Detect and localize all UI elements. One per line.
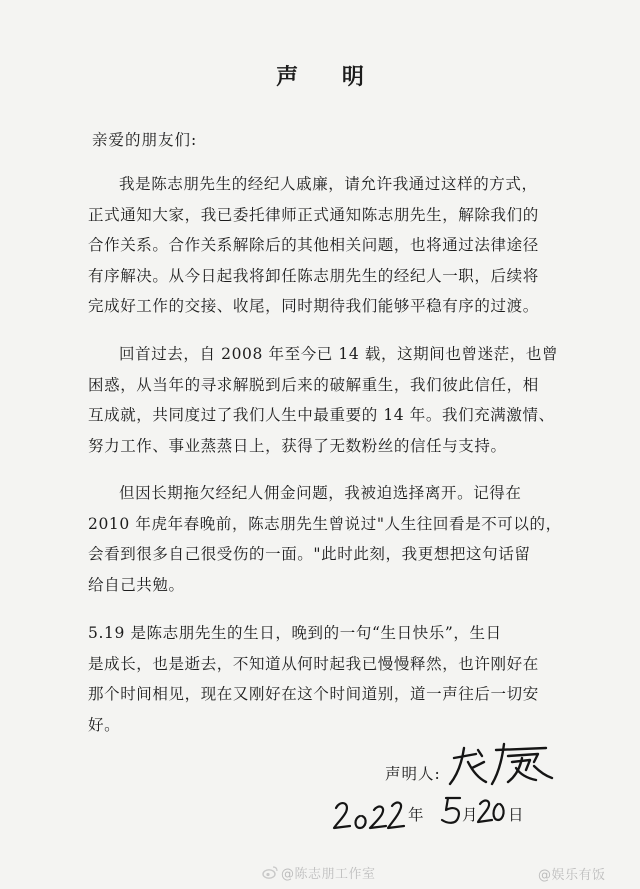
paragraph-1 bbox=[88, 169, 558, 322]
date-year-char: 年 bbox=[408, 806, 424, 824]
paragraph-line: 那个时间相见，现在又刚好在这个时间道别，道一声往后一切安 bbox=[88, 685, 539, 703]
handwritten-date bbox=[330, 790, 530, 840]
paragraph-line: 互成就，共同度过了我们人生中最重要的 14 年。我们充满激情、 bbox=[88, 406, 555, 424]
paragraph-line: 努力工作、事业蒸蒸日上，获得了无数粉丝的信任与支持。 bbox=[88, 436, 507, 455]
watermark-right bbox=[538, 864, 606, 883]
paragraph-4 bbox=[88, 618, 558, 740]
paragraph-line: 我是陈志朋先生的经纪人戚廉，请允许我通过这样的方式， bbox=[119, 175, 538, 193]
watermark-right-text: @娱乐有饭 bbox=[538, 868, 606, 883]
paragraph-line: 5.19 是陈志朋先生的生日，晚到的一句“生日快乐”，生日 bbox=[88, 624, 502, 642]
paragraph-line: 给自己共勉。 bbox=[88, 575, 185, 594]
handwritten-signature bbox=[446, 740, 556, 790]
paragraph-line: 2010 年虎年春晚前，陈志朋先生曾说过"人生往回看是不可以的， bbox=[88, 514, 562, 533]
paragraph-line: 会看到很多自己很受伤的一面。"此时此刻，我更想把这句话留 bbox=[88, 545, 531, 563]
watermark-left-text: @陈志朋工作室 bbox=[281, 867, 376, 882]
document-title: 声 明 bbox=[276, 64, 382, 90]
paragraph-line: 完成好工作的交接、收尾，同时期待我们能够平稳有序的过渡。 bbox=[88, 297, 539, 315]
paragraph-line: 有序解决。从今日起我将卸任陈志朋先生的经纪人一职，后续将 bbox=[88, 266, 539, 285]
watermark-left bbox=[262, 863, 376, 883]
greeting: 亲爱的朋友们: bbox=[92, 131, 198, 149]
paragraph-line: 困惑，从当年的寻求解脱到后来的破解重生，我们彼此信任，相 bbox=[88, 375, 539, 394]
paragraph-line: 合作关系。合作关系解除后的其他相关问题，也将通过法律途径 bbox=[88, 236, 539, 254]
paragraph-line: 正式通知大家，我已委托律师正式通知陈志朋先生，解除我们的 bbox=[88, 205, 539, 224]
weibo-logo-icon bbox=[262, 866, 278, 883]
paragraph-line: 回首过去，自 2008 年至今已 14 载，这期间也曾迷茫，也曾 bbox=[119, 345, 559, 363]
paragraph-2 bbox=[88, 339, 558, 461]
paragraph-line: 好。 bbox=[88, 715, 121, 734]
paragraph-line: 但因长期拖欠经纪人佣金问题，我被迫选择离开。记得在 bbox=[119, 484, 522, 502]
date-day-char: 日 bbox=[508, 806, 524, 824]
paragraph-3 bbox=[88, 478, 562, 600]
signer-label: 声明人: bbox=[385, 765, 441, 783]
date-month-char: 月 bbox=[462, 806, 478, 824]
paragraph-line: 是成长，也是逝去，不知道从何时起我已慢慢释然，也许刚好在 bbox=[88, 654, 539, 673]
